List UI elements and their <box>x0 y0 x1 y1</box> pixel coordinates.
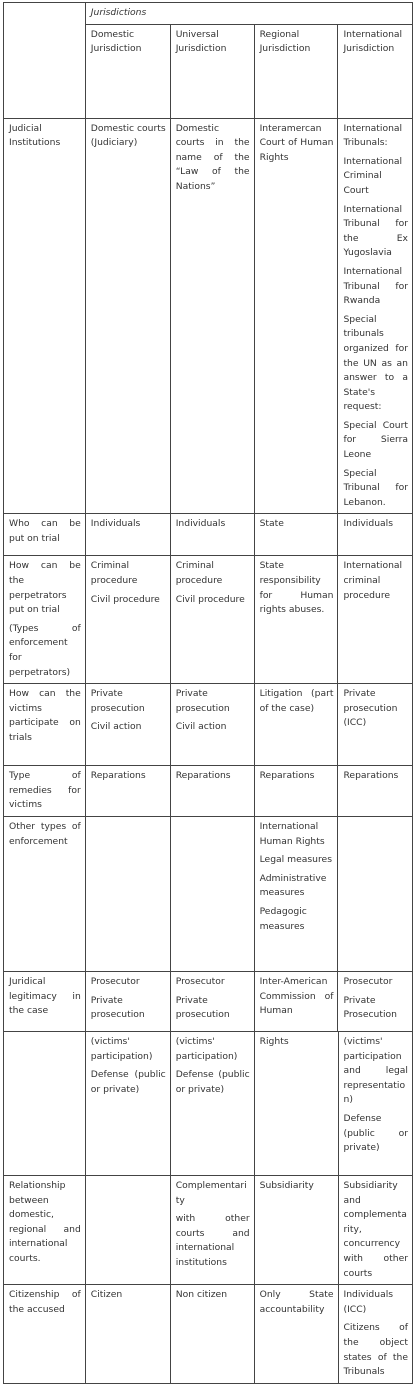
cell-text: Subsidiarity and complementarity, concurrency with other courts <box>343 1180 408 1279</box>
cell-domestic <box>85 118 170 514</box>
row-judicial-institutions <box>4 118 413 514</box>
header-row-jurisdictions <box>4 3 413 25</box>
cell-universal <box>170 118 254 514</box>
row-other-enforcement <box>4 816 413 971</box>
cell-international <box>338 1176 412 1285</box>
row-victims-participate <box>4 684 413 766</box>
cell-text: Private Prosecution <box>343 994 397 1021</box>
cell-universal <box>170 971 254 1031</box>
cell-text: State responsibility for Human rights abuses. <box>259 560 334 616</box>
cell-regional <box>254 118 338 514</box>
row-label: Judicial Institutions <box>4 118 86 514</box>
cell-text: International Human Rights <box>259 820 325 847</box>
row-label <box>4 1032 86 1176</box>
cell-regional <box>254 1176 338 1285</box>
cell-text: Prosecutor <box>343 975 393 987</box>
cell-regional <box>254 766 338 817</box>
row-label: Juridical legitimacy in the case <box>4 971 86 1031</box>
cell-text: Subsidiarity <box>259 1180 314 1191</box>
cell-text: International Tribunals: <box>343 122 403 149</box>
row-label: Relationship between domestic, regional and international courts. <box>4 1176 86 1285</box>
cell-text: Prosecutor <box>175 975 225 987</box>
cell-universal <box>170 556 254 684</box>
jurisdictions-table <box>3 2 413 1032</box>
column-header-universal: Universal Jurisdiction <box>170 24 254 118</box>
cell-text: Private prosecution <box>90 994 145 1021</box>
cell-international <box>338 816 413 971</box>
cell-international <box>338 766 413 817</box>
row-label: Type of remedies for victims <box>4 766 86 817</box>
cell-text: Defense (public or private) <box>175 1069 250 1095</box>
cell-text: Inter-American Commission of Human <box>259 975 334 1017</box>
cell-universal <box>170 514 254 556</box>
row-label: How can the victims participate on trials <box>4 684 86 766</box>
cell-international <box>338 118 413 514</box>
row-label: Citizenship of the accused <box>4 1285 86 1384</box>
cell-text: Domestic courts (Judiciary) <box>90 122 166 149</box>
cell-domestic <box>85 556 170 684</box>
row-label-extra: (Types of enforcement for perpetrators) <box>9 622 81 678</box>
cell-text: Pedagogic measures <box>259 905 307 932</box>
cell-text: State <box>259 518 284 530</box>
row-citizenship <box>4 1285 413 1384</box>
column-header-domestic: Domestic Jurisdiction <box>85 24 170 118</box>
cell-text: Domestic courts in the name of the “Law of the Nations” <box>175 122 250 192</box>
cell-text: Individuals <box>90 518 141 530</box>
column-header-regional: Regional Jurisdiction <box>254 24 338 118</box>
cell-text: Special tribunals organized for the UN as an answer to a State's request: <box>343 313 408 413</box>
row-label: Other types of enforcement <box>4 816 86 971</box>
cell-text: International Tribunal for the Ex Yugoslavia <box>343 203 408 259</box>
cell-regional <box>254 816 338 971</box>
cell-universal <box>170 1176 254 1285</box>
cell-text: (victims' participation) <box>90 1036 153 1062</box>
cell-text: Civil procedure <box>175 593 245 605</box>
cell-domestic <box>85 816 170 971</box>
cell-text: Civil action <box>175 721 227 733</box>
cell-text: Individuals <box>343 518 393 530</box>
cell-text: Special Court for Sierra Leone <box>343 419 408 461</box>
cell-text: Criminal procedure <box>175 560 223 587</box>
cell-text: Criminal procedure <box>90 560 138 587</box>
jurisdictions-heading: Jurisdictions <box>85 3 412 25</box>
cell-regional <box>254 556 338 684</box>
row-legitimacy-continued <box>4 1032 413 1176</box>
cell-domestic <box>85 766 170 817</box>
cell-universal <box>170 684 254 766</box>
cell-international <box>338 684 413 766</box>
row-label: Who can be put on trial <box>4 514 86 556</box>
row-remedies <box>4 766 413 817</box>
cell-domestic <box>85 1285 170 1384</box>
cell-text: Litigation (part of the case) <box>259 688 334 714</box>
cell-text: Special Tribunal for Lebanon. <box>343 467 408 508</box>
cell-universal <box>170 1032 254 1176</box>
cell-regional <box>254 684 338 766</box>
cell-text: Private prosecution <box>175 688 230 714</box>
cell-text: Administrative measures <box>259 872 327 899</box>
cell-text: Rights <box>259 1036 289 1047</box>
corner-cell <box>4 3 86 119</box>
cell-text: Reparations <box>90 770 146 782</box>
row-label <box>4 556 86 684</box>
cell-text: Private prosecution <box>175 994 230 1021</box>
row-relationship <box>4 1176 413 1285</box>
cell-text: Reparations <box>175 770 231 782</box>
cell-text: Complementarity <box>175 1180 247 1206</box>
cell-universal <box>170 766 254 817</box>
cell-text: International Criminal Court <box>343 155 403 196</box>
row-label-text: How can be the perpetrators put on trial <box>9 560 81 616</box>
cell-text: Civil procedure <box>90 593 160 605</box>
cell-text: Private prosecution <box>90 688 145 714</box>
cell-regional <box>254 971 338 1031</box>
cell-domestic <box>85 684 170 766</box>
cell-international <box>338 1032 412 1176</box>
row-how-perpetrators <box>4 556 413 684</box>
cell-text: Defense (public or private) <box>90 1069 166 1095</box>
cell-domestic <box>85 1176 170 1285</box>
cell-text: (victims' participation) <box>175 1036 238 1062</box>
cell-text: Reparations <box>259 770 315 782</box>
cell-text: Only State accountability <box>259 1289 334 1315</box>
jurisdictions-table-continued <box>3 1031 413 1384</box>
cell-regional <box>254 514 338 556</box>
cell-text: International criminal procedure <box>343 560 403 601</box>
cell-international <box>338 556 413 684</box>
column-header-international: International Jurisdiction <box>338 24 413 118</box>
cell-text: Individuals (ICC) <box>343 1289 394 1315</box>
cell-universal <box>170 816 254 971</box>
cell-text: Non citizen <box>175 1289 228 1301</box>
cell-text: with other courts and international institutions <box>175 1213 250 1268</box>
cell-domestic <box>85 514 170 556</box>
cell-text: Interamercan Court of Human Rights <box>259 122 334 163</box>
cell-text: Prosecutor <box>90 975 140 987</box>
cell-text: Private prosecution (ICC) <box>343 688 398 729</box>
cell-international <box>338 1285 412 1384</box>
cell-text: Citizens of the object states of the Tribunals <box>343 1322 408 1378</box>
cell-text: Citizen <box>90 1289 123 1301</box>
cell-text: Individuals <box>175 518 226 530</box>
cell-text: Defense (public or private) <box>343 1112 408 1154</box>
cell-regional <box>254 1032 338 1176</box>
row-who-on-trial <box>4 514 413 556</box>
cell-text: Civil action <box>90 721 142 733</box>
cell-text: Legal measures <box>259 854 332 866</box>
cell-domestic <box>85 971 170 1031</box>
cell-international <box>338 971 413 1031</box>
cell-regional <box>254 1285 338 1384</box>
cell-domestic <box>85 1032 170 1176</box>
cell-text: (victims' participation and legal representation) <box>343 1036 408 1106</box>
cell-international <box>338 514 413 556</box>
cell-universal <box>170 1285 254 1384</box>
cell-text: International Tribunal for Rwanda <box>343 265 408 307</box>
cell-text: Reparations <box>343 770 399 782</box>
row-juridical-legitimacy <box>4 971 413 1031</box>
